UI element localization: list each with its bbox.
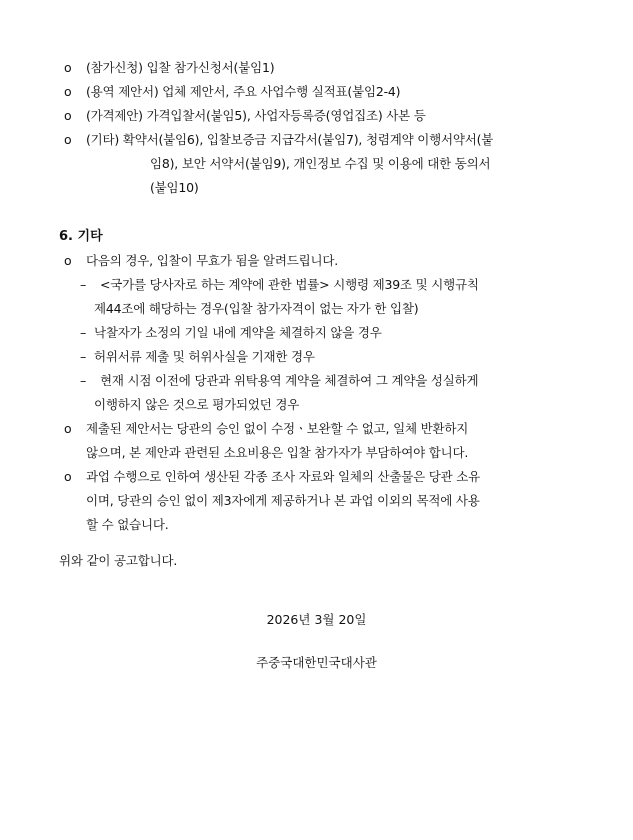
bullet-marker: o <box>64 84 72 99</box>
bullet-marker: o <box>64 253 72 268</box>
submission-item-participation: (참가신청) 입찰 참가신청서(붙임1) <box>86 60 275 75</box>
bullet-marker: o <box>64 108 72 123</box>
submission-item-price: (가격제안) 가격입찰서(붙임5), 사업자등록증(영업집조) 사본 등 <box>86 108 426 123</box>
announcement-date: 2026년 3월 20일 <box>266 612 367 627</box>
invalid-case-past-line2: 이행하지 않은 것으로 평가되었던 경우 <box>94 397 300 412</box>
bullet-marker: o <box>64 60 72 75</box>
issuer-name: 주중국대한민국대사관 <box>256 655 377 670</box>
invalid-case-past-line1: 현재 시점 이전에 당관과 위탁용역 계약을 체결하여 그 계약을 성실하게 <box>100 373 479 388</box>
bullet-marker: o <box>64 469 72 484</box>
section-heading: 6. 기타 <box>59 229 103 244</box>
proposal-return-line1: 제출된 제안서는 당관의 승인 없이 수정ㆍ보완할 수 없고, 일체 반환하지 <box>86 421 469 436</box>
submission-item-proposal: (용역 제안서) 업체 제안서, 주요 사업수행 실적표(붙임2-4) <box>86 84 401 99</box>
invalid-case-law-line2: 제44조에 해당하는 경우(입찰 참가자격이 없는 자가 한 입찰) <box>94 301 419 316</box>
invalid-case-no-contract: 낙찰자가 소정의 기일 내에 계약을 체결하지 않을 경우 <box>94 325 382 340</box>
invalid-case-law-line1: <국가를 당사자로 하는 계약에 관한 법률> 시행령 제39조 및 시행규칙 <box>100 277 479 292</box>
bullet-marker: o <box>64 421 72 436</box>
proposal-return-line2: 않으며, 본 제안과 관련된 소요비용은 입찰 참가자가 부담하여야 합니다. <box>86 445 469 460</box>
dash-marker: – <box>80 373 87 388</box>
submission-item-other-line1: (기타) 확약서(붙임6), 입찰보증금 지급각서(붙임7), 청렴계약 이행서약서(붙 <box>86 132 494 147</box>
dash-marker: – <box>80 349 87 364</box>
dash-marker: – <box>80 277 87 292</box>
invalid-case-false-docs: 허위서류 제출 및 허위사실을 기재한 경우 <box>94 349 315 364</box>
deliverables-ownership-line3: 할 수 없습니다. <box>86 517 169 532</box>
invalid-bid-intro: 다음의 경우, 입찰이 무효가 됨을 알려드립니다. <box>86 253 339 268</box>
dash-marker: – <box>80 325 87 340</box>
submission-item-other-line3: (붙임10) <box>150 180 199 195</box>
deliverables-ownership-line1: 과업 수행으로 인하여 생산된 각종 조사 자료와 일체의 산출물은 당관 소유 <box>86 469 480 484</box>
announcement-statement: 위와 같이 공고합니다. <box>59 553 178 568</box>
deliverables-ownership-line2: 이며, 당관의 승인 없이 제3자에게 제공하거나 본 과업 이외의 목적에 사용 <box>86 493 480 508</box>
submission-item-other-line2: 임8), 보안 서약서(붙임9), 개인정보 수집 및 이용에 대한 동의서 <box>150 156 491 171</box>
bullet-marker: o <box>64 132 72 147</box>
